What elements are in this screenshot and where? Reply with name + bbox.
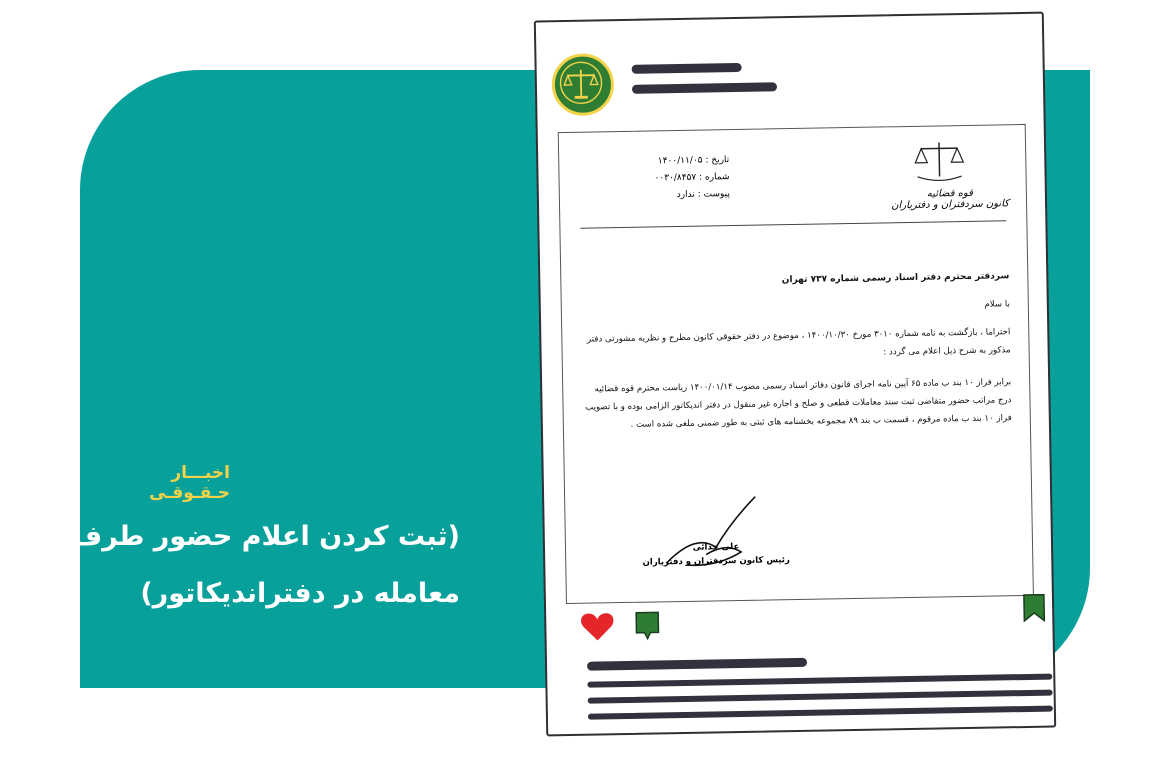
letter-signer [641,539,791,570]
letter-document [558,124,1034,604]
letter-organization [890,187,1010,211]
letter-paragraph-2: برابر فراز ۱۰ بند ب ماده ۶۵ آیین نامه اجرای قانون دفاتر اسناد رسمی مصوب ۱۴۰۰/۰۱/۱۴ ریاست محترم قوه قضائیه درج مراتب حضور متقاضی ثبت سند معاملات قطعی و صلح و اجاره غیر منقول در دفتر اندیکاتور الزامی بوده و با تصویب فراز ۱۰ بند ب ماده مرقوم ، قسمت ب بند ۸۹ مجموعه بخشنامه های ثبتی به طور ضمنی ملغی شده است . [585,377,1012,430]
scales-icon [554,56,611,113]
judiciary-emblem-icon [909,136,970,185]
comment-icon[interactable] [634,610,661,640]
letter-greeting: با سلام [984,299,1010,310]
caption-placeholder-bar [587,658,807,671]
letter-attachment: پیوست : ندارد [676,189,730,201]
bookmark-icon[interactable] [1022,594,1046,622]
letter-meta [589,152,730,205]
post-frame [534,12,1056,737]
heart-icon[interactable] [580,611,615,642]
caption-line-3 [588,706,1053,720]
letter-number: شماره : ۰۰۳۰/۸۴۵۷ [654,172,730,184]
title-placeholder-bar [632,63,742,74]
letter-paragraph-1: احتراما ، بازگشت به نامه شماره ۳۰۱۰ مورخ ۱۴۰۰/۱۰/۳۰ ، موضوع در دفتر حقوقی کانون مطرح و نظریه مشورتی دفتر مذکور به شرح ذیل اعلام می گردد : [586,327,1011,358]
caption-line-2 [588,690,1053,704]
subtitle-placeholder-bar [632,82,777,94]
caption-line-1 [587,674,1052,688]
scales-of-justice-logo [551,53,614,116]
letter-date: تاریخ : ۱۴۰۰/۱۱/۰۵ [657,155,730,167]
handwritten-signature [645,491,787,583]
letter-header-divider [580,220,1006,228]
org-subtitle: قوه قضائیه [926,187,973,200]
post-headline: (ثبت کردن اعلام حضور طرف معامله در دفتراندیکاتور) [70,521,460,609]
org-name: کانون سردفتران و دفتریاران [891,198,1010,212]
signer-name: علی خدائی [692,541,740,553]
category-tag: اخبـــار حـقـوقـی [149,463,230,503]
signer-title: رئیس کانون سردفتران و دفتریاران [642,555,790,568]
letter-recipient: سردفتر محترم دفتر اسناد رسمی شماره ۷۳۷ تهران [781,271,1010,286]
